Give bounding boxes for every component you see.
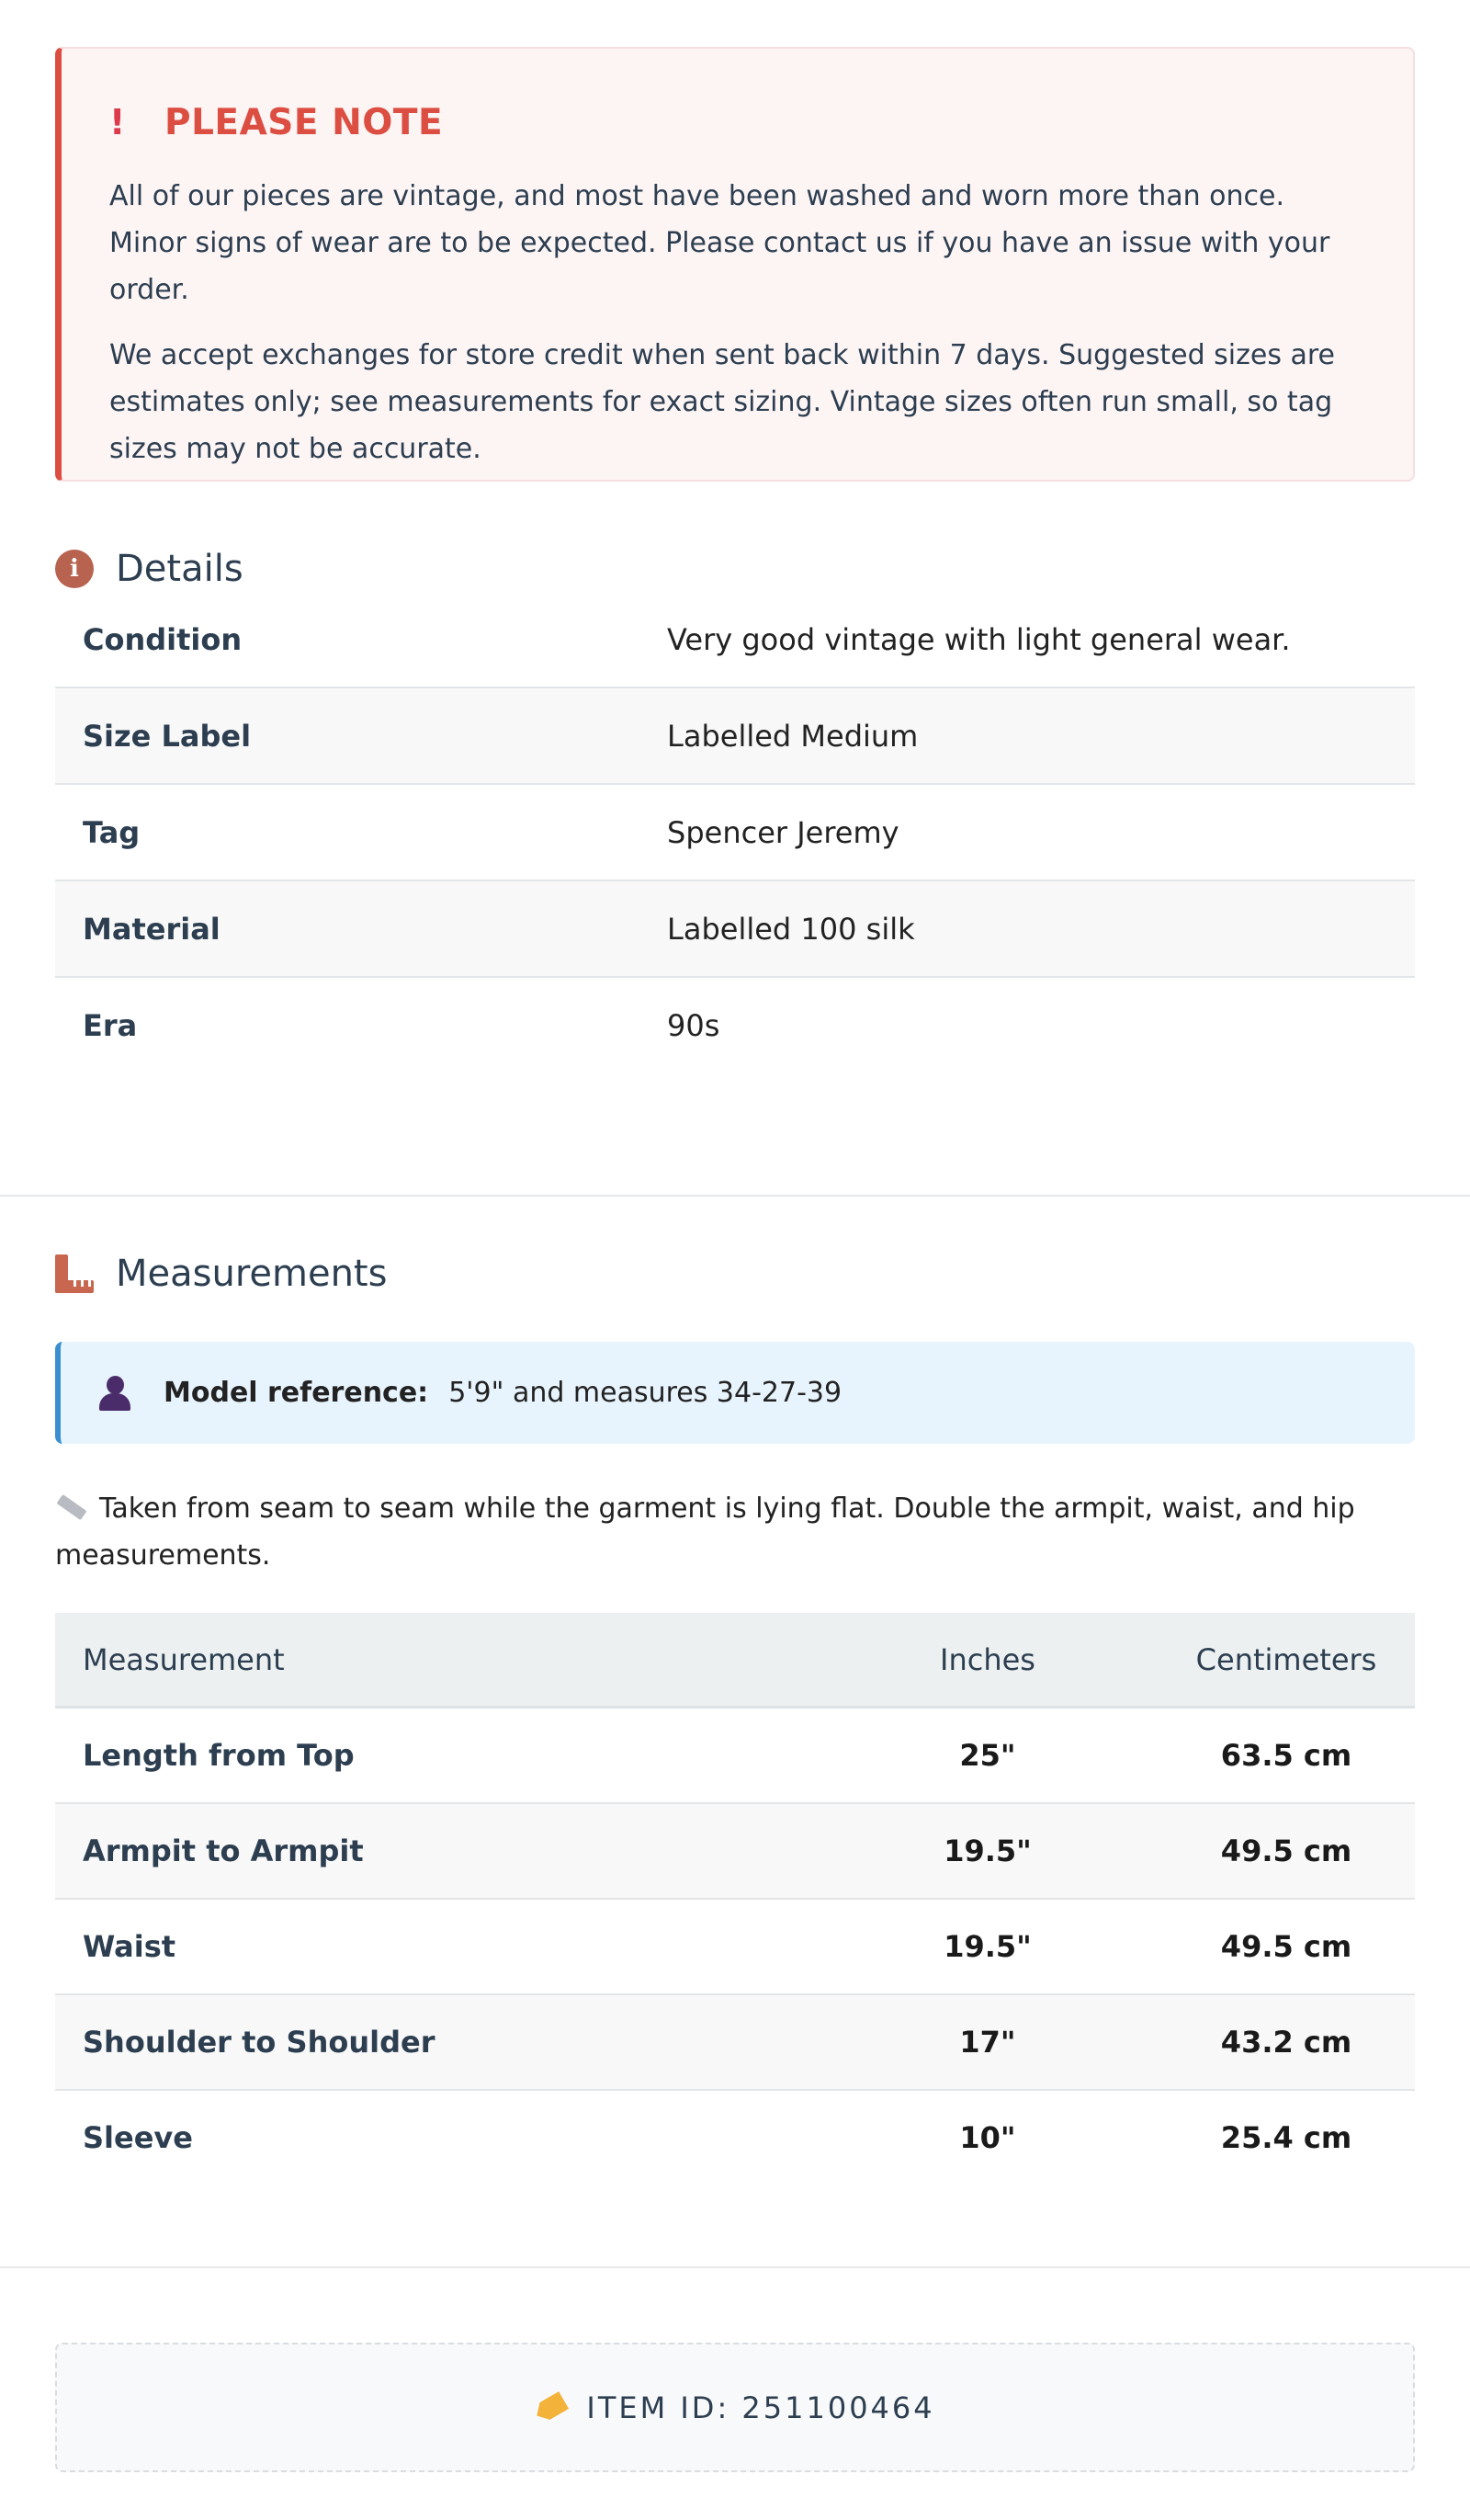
detail-label: Size Label [55,687,667,784]
table-row [55,687,1415,784]
column-header-centimeters: Centimeters [1158,1613,1415,1708]
measurement-cm: 63.5 cm [1158,1708,1415,1804]
measurement-name: Sleeve [83,2120,193,2155]
ruler-icon [55,1254,94,1293]
measurement-note [55,1485,1360,1579]
item-id-text: ITEM ID: 251100464 [586,2389,935,2425]
measurements-table [55,1613,1415,2185]
details-title: Details [116,548,243,590]
table-row [55,784,1415,880]
table-row [55,2090,1415,2185]
detail-value: Spencer Jeremy [667,784,1415,880]
detail-label: Era [83,1007,138,1043]
person-icon [99,1376,130,1411]
measurements-title: Measurements [116,1253,388,1295]
detail-value: Very good vintage with light general wear. [667,592,1415,687]
notice-box [55,47,1415,482]
details-table [55,592,1415,1073]
pencil-icon [56,1493,86,1519]
measurement-cm: 25.4 cm [1220,2120,1352,2155]
model-reference-box [55,1342,1415,1444]
detail-label: Condition [55,592,667,687]
section-divider [0,2266,1470,2268]
detail-value: Labelled 100 silk [667,880,1415,977]
column-header-inches: Inches [818,1613,1158,1708]
details-header [55,548,243,590]
item-id-box [55,2343,1415,2472]
info-icon: i [55,550,94,588]
table-row [55,1899,1415,1994]
measurement-inches: 25" [818,1708,1158,1804]
measurement-inches: 10" [959,2120,1016,2155]
table-header-row [55,1613,1415,1708]
model-reference-label: Model reference: [164,1377,429,1409]
column-header-measurement: Measurement [55,1613,818,1708]
detail-value: Labelled Medium [667,687,1415,784]
section-divider [0,1195,1470,1197]
measurement-cm: 43.2 cm [1158,1994,1415,2090]
measurement-name: Armpit to Armpit [55,1803,818,1899]
table-row [55,977,1415,1073]
detail-value: 90s [667,1007,720,1043]
table-row [55,592,1415,687]
tag-icon [532,2390,569,2424]
detail-label: Material [55,880,667,977]
model-reference-value: 5'9" and measures 34-27-39 [448,1377,842,1409]
measurement-name: Shoulder to Shoulder [55,1994,818,2090]
measurement-name: Waist [55,1899,818,1994]
measurement-cm: 49.5 cm [1158,1803,1415,1899]
exclamation-icon: ! [109,102,126,142]
table-row [55,880,1415,977]
measurement-name: Length from Top [55,1708,818,1804]
measurement-cm: 49.5 cm [1158,1899,1415,1994]
notice-paragraph: We accept exchanges for store credit when sent back within 7 days. Suggested sizes are estimates only; see measurements for exact sizing. Vintage sizes often run small, so tag sizes may not be accurate. [109,339,1336,465]
measurement-note-text: Taken from seam to seam while the garment is lying flat. Double the armpit, waist, and hip measurements. [55,1493,1355,1572]
table-row [55,1708,1415,1804]
table-row [55,1994,1415,2090]
measurement-inches: 17" [818,1994,1158,2090]
measurements-header [55,1253,387,1295]
table-row [55,1803,1415,1899]
measurement-inches: 19.5" [818,1899,1158,1994]
measurement-inches: 19.5" [818,1803,1158,1899]
notice-title: PLEASE NOTE [164,101,444,143]
detail-label: Tag [55,784,667,880]
notice-paragraph: All of our pieces are vintage, and most have been washed and worn more than once. Minor signs of wear are to be expected. Please contact us if you have an issue with your order. [109,180,1330,306]
notice-header [109,99,1365,145]
